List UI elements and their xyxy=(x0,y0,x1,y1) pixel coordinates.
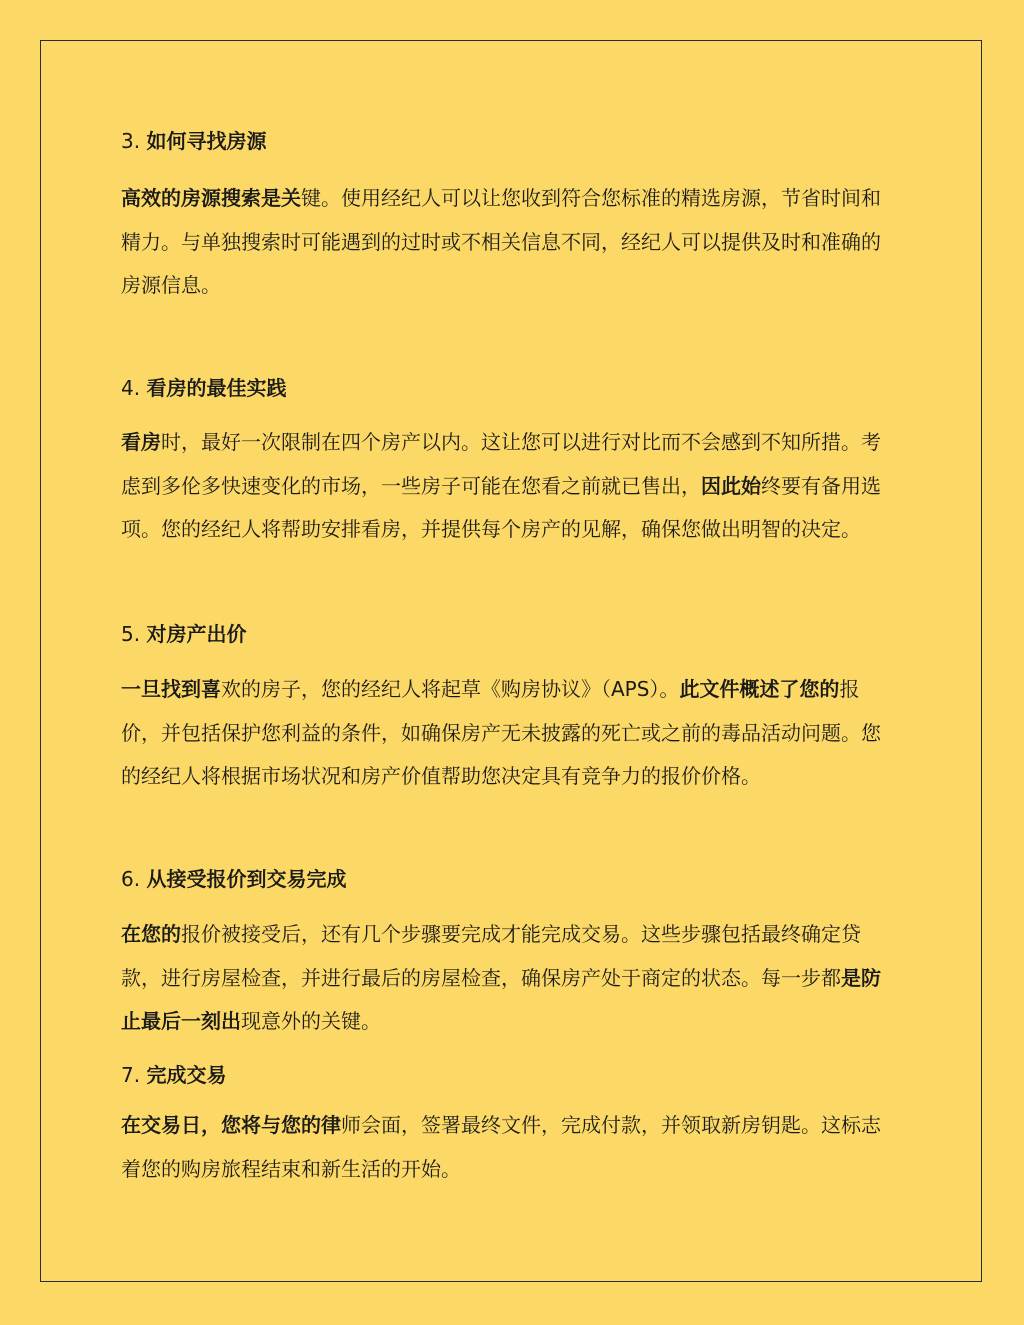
body-text: 键。使用经纪人可以让您收到符合您标准的精选房源，节省时间和精力。与单独搜索时可能遇到的过时或不相关信息不同，经纪人可以提供及时和准确的房源信息。 xyxy=(121,186,881,297)
body-text-continued: 现意外的关键。 xyxy=(241,1009,381,1033)
section-number: 5. xyxy=(121,622,141,646)
body-bold-lead: 一旦找到喜 xyxy=(121,677,221,701)
section-4-heading xyxy=(121,374,286,402)
body-bold-inline: 此文件概述了您的 xyxy=(679,677,840,701)
section-5-heading xyxy=(121,620,246,648)
body-text: 报价被接受后，还有几个步骤要完成才能完成交易。这些步骤包括最终确定贷款，进行房屋检查，并进行最后的房屋检查，确保房产处于商定的状态。每一步都 xyxy=(121,922,861,990)
section-6-heading xyxy=(121,865,346,893)
section-number: 6. xyxy=(121,867,141,891)
body-bold-inline: 因此始 xyxy=(701,473,761,498)
section-3-heading xyxy=(121,127,266,155)
section-number: 3. xyxy=(121,129,141,153)
section-4-body xyxy=(121,421,896,552)
body-text-continued: 终要有备用选项。您的经纪人将帮助安排看房，并提供每个房产的见解，确保您做出明智的决定。 xyxy=(121,473,881,541)
body-bold-lead: 在您的 xyxy=(121,922,181,946)
body-text: 时，最好一次限制在四个房产以内。这让您可以进行对比而不会感到不知所措。考虑到多伦多快速变化的市场，一些房子可能在您看之前就已售出， xyxy=(121,430,881,498)
body-bold-lead: 看房 xyxy=(121,430,161,454)
section-3-body xyxy=(121,177,896,308)
section-7-body xyxy=(121,1104,896,1191)
section-title: 看房的最佳实践 xyxy=(146,376,287,400)
body-bold-lead: 高效的房源搜索是关 xyxy=(121,186,301,210)
section-number: 7. xyxy=(121,1063,141,1087)
section-number: 4. xyxy=(121,376,141,400)
body-bold-inline: 是防止最后一刻出 xyxy=(121,965,881,1033)
section-title: 完成交易 xyxy=(146,1063,227,1087)
section-title: 对房产出价 xyxy=(146,622,247,646)
section-title: 如何寻找房源 xyxy=(146,129,267,153)
body-text: 欢的房子，您的经纪人将起草《购房协议》（APS）。 xyxy=(221,677,680,701)
body-text: 师会面，签署最终文件，完成付款，并领取新房钥匙。这标志着您的购房旅程结束和新生活的开始。 xyxy=(121,1113,881,1181)
section-5-body xyxy=(121,668,896,799)
section-6-body xyxy=(121,913,896,1044)
section-title: 从接受报价到交易完成 xyxy=(146,867,347,891)
body-text-continued: 报价，并包括保护您利益的条件，如确保房产无未披露的死亡或之前的毒品活动问题。您的经纪人将根据市场状况和房产价值帮助您决定具有竞争力的报价价格。 xyxy=(121,677,881,788)
body-bold-lead: 在交易日，您将与您的律 xyxy=(121,1113,341,1137)
section-7-heading xyxy=(121,1061,226,1089)
